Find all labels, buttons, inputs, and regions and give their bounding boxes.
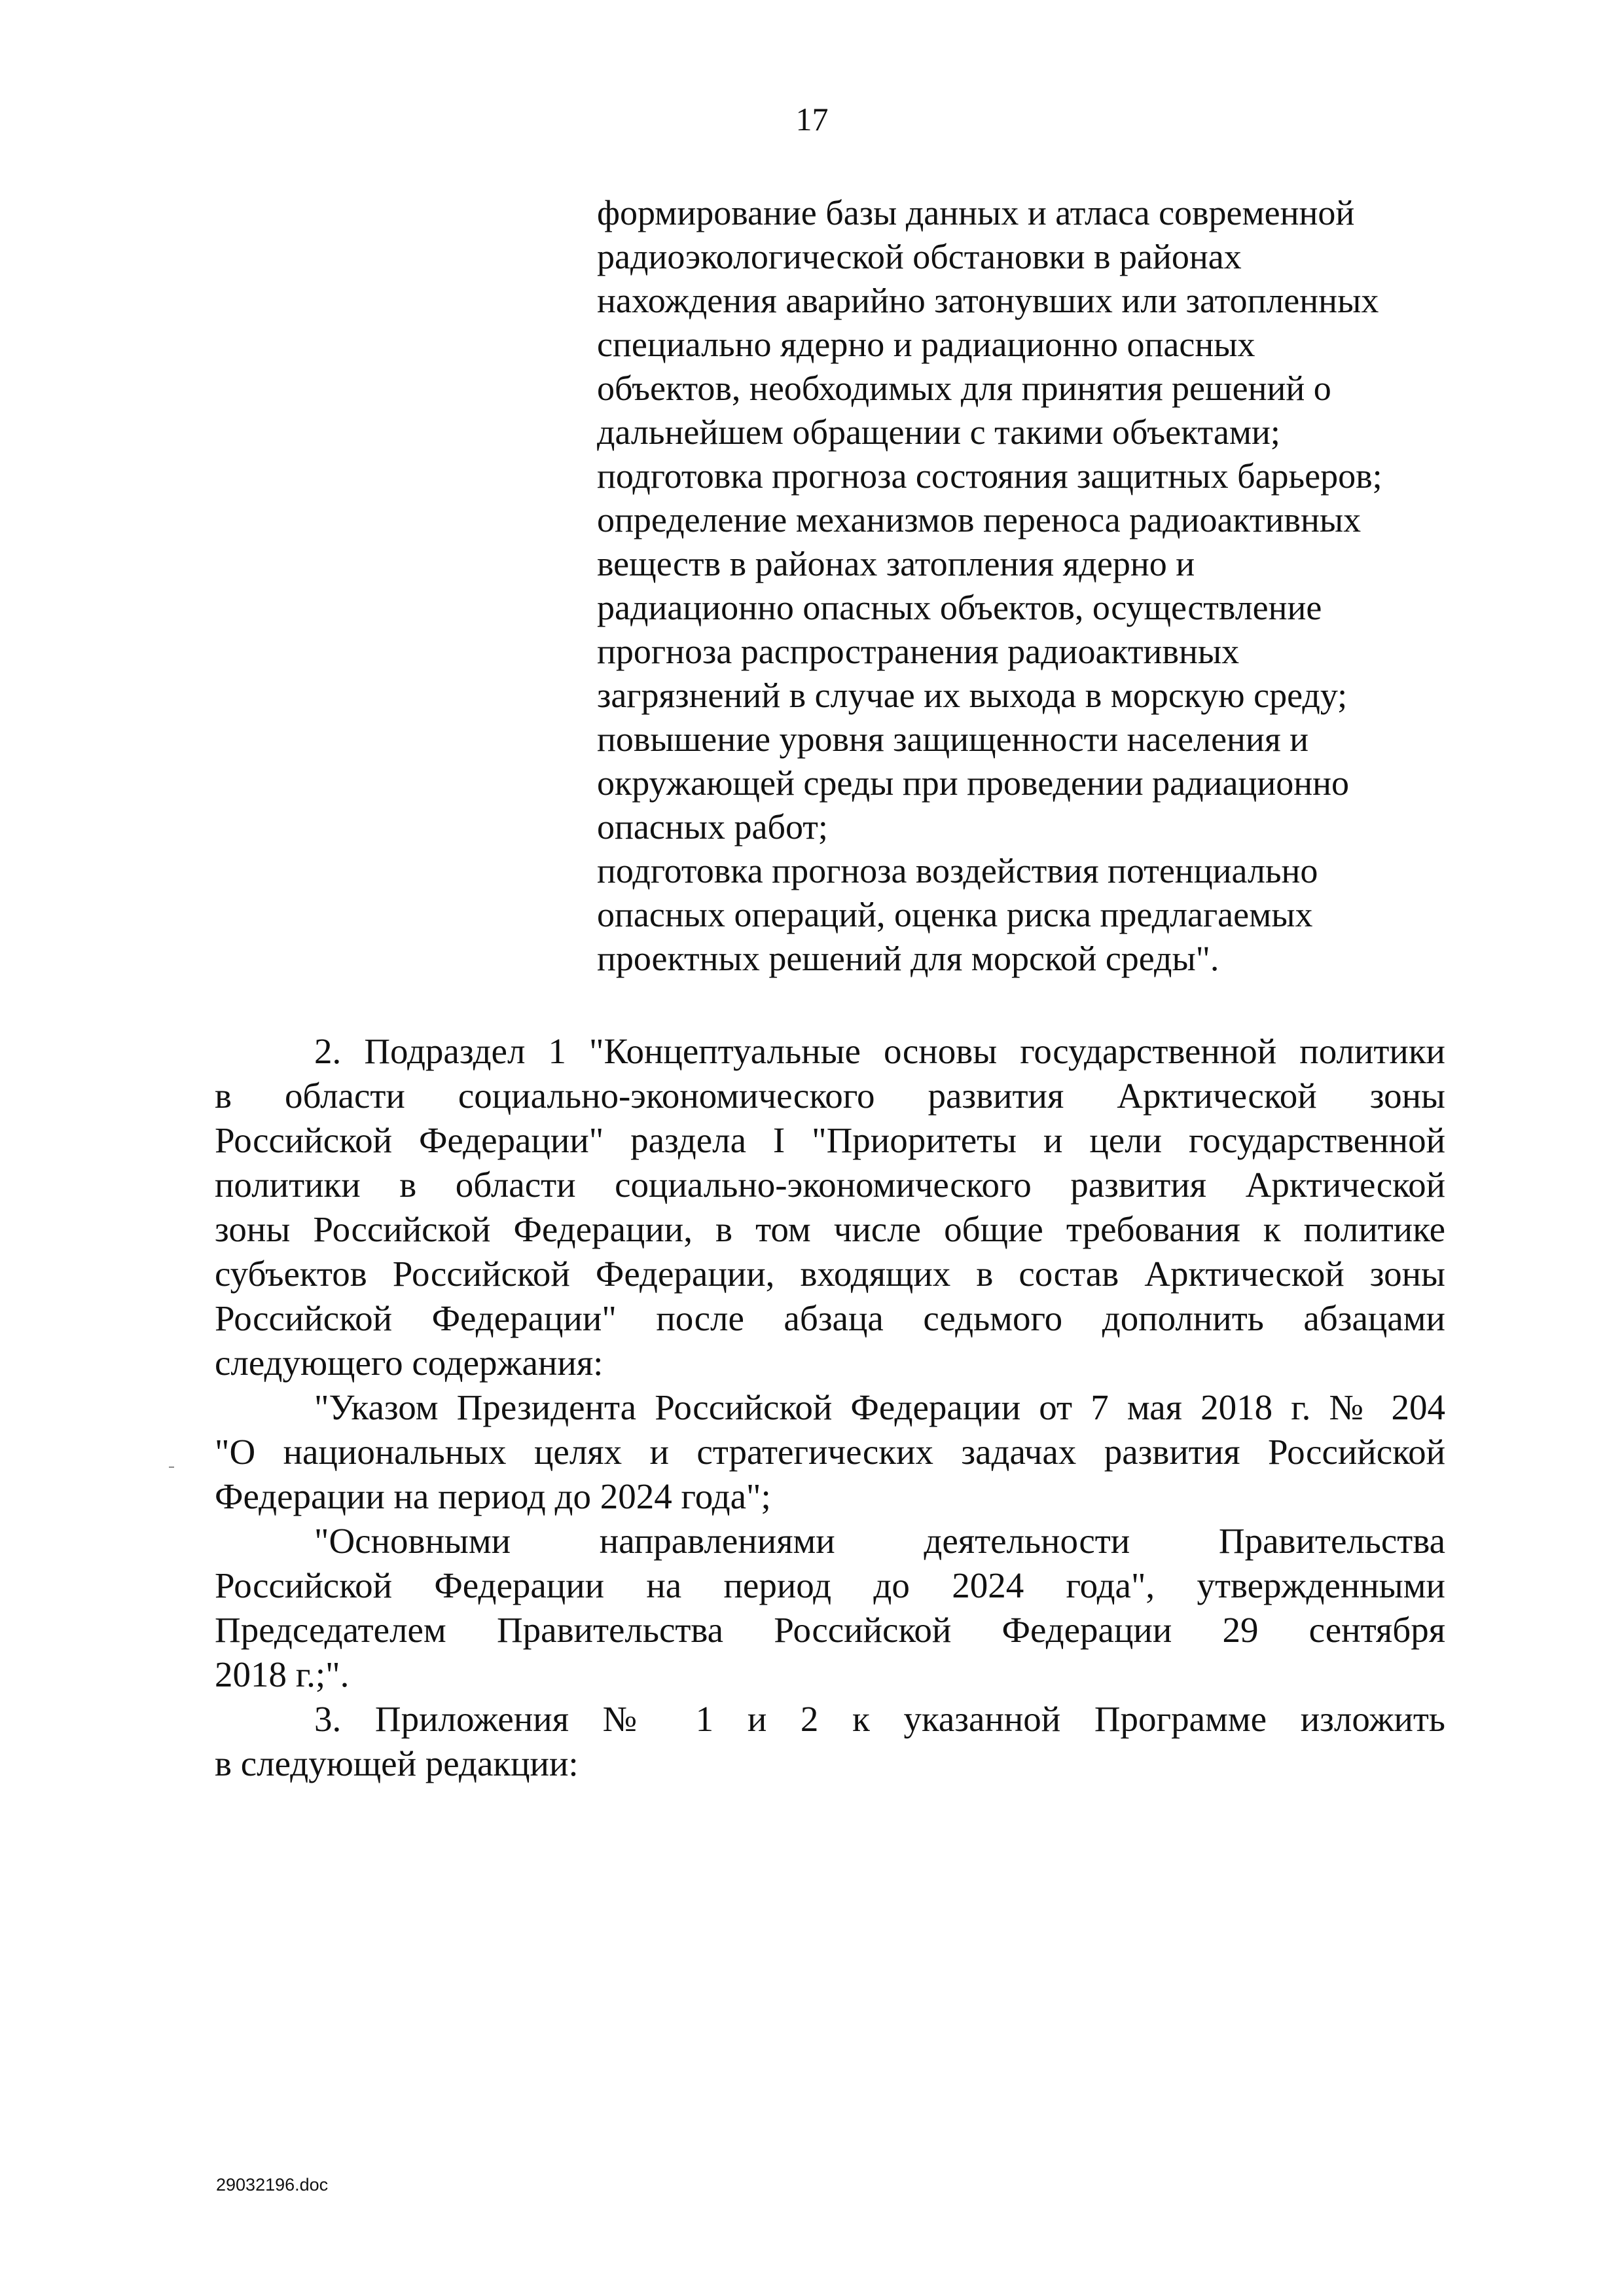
table-cell-line: формирование базы данных и атласа современной — [597, 193, 1355, 232]
paragraph-quote-guidelines — [215, 1519, 1445, 1697]
table-cell-line: подготовка прогноза воздействия потенциально — [597, 851, 1318, 890]
table-cell-line: опасных работ; — [597, 807, 828, 847]
paragraph-line: зоны Российской Федерации, в том числе общие требования к политике — [215, 1209, 1445, 1249]
table-cell-line: дальнейшем обращении с такими объектами; — [597, 412, 1280, 452]
table-cell-line: проектных решений для морской среды". — [597, 939, 1219, 978]
paragraph-line: следующего содержания: — [215, 1343, 604, 1383]
table-cell-line: загрязнений в случае их выхода в морскую среду; — [597, 676, 1348, 715]
paragraph-line: Федерации на период до 2024 года"; — [215, 1476, 771, 1516]
paragraph-quote-decree — [215, 1385, 1445, 1519]
paragraph-line: "Основными направлениями деятельности Правительства — [314, 1521, 1445, 1561]
page-number: 17 — [795, 101, 829, 137]
table-cell-line: определение механизмов переноса радиоактивных — [597, 500, 1362, 539]
paragraph-line: "Указом Президента Российской Федерации от 7 мая 2018 г. № 204 — [314, 1387, 1445, 1427]
paragraph-line: в следующей редакции: — [215, 1743, 579, 1783]
paragraph-item-3 — [215, 1697, 1445, 1786]
main-body-text — [215, 1029, 1445, 1786]
table-cell-line: прогноза распространения радиоактивных — [597, 632, 1240, 671]
paragraph-line: 2. Подраздел 1 "Концептуальные основы государственной политики — [314, 1031, 1445, 1071]
paragraph-line: 3. Приложения № 1 и 2 к указанной Программе изложить — [314, 1699, 1445, 1739]
paragraph-line: Председателем Правительства Российской Федерации 29 сентября — [215, 1610, 1445, 1650]
table-cell-line: опасных операций, оценка риска предлагаемых — [597, 895, 1313, 934]
paragraph-line: Российской Федерации" раздела I "Приоритеты и цели государственной — [215, 1120, 1445, 1160]
table-cell-text — [597, 191, 1513, 981]
margin-mark — [169, 1467, 174, 1468]
table-cell-line: радиационно опасных объектов, осуществление — [597, 588, 1322, 627]
document-file-id: 29032196.doc — [216, 2175, 329, 2195]
table-cell-line: специально ядерно и радиационно опасных — [597, 325, 1255, 364]
table-cell-line: повышение уровня защищенности населения и — [597, 720, 1309, 759]
paragraph-line: политики в области социально-экономического развития Арктической — [215, 1165, 1445, 1205]
paragraph-line: "О национальных целях и стратегических задачах развития Российской — [215, 1432, 1445, 1472]
table-cell-line: веществ в районах затопления ядерно и — [597, 544, 1195, 583]
table-cell-line: объектов, необходимых для принятия решений о — [597, 369, 1331, 408]
table-cell-line: нахождения аварийно затонувших или затопленных — [597, 281, 1379, 320]
paragraph-line: в области социально-экономического развития Арктической зоны — [215, 1076, 1445, 1116]
paragraph-line: субъектов Российской Федерации, входящих в состав Арктической зоны — [215, 1254, 1445, 1294]
paragraph-line: Российской Федерации" после абзаца седьмого дополнить абзацами — [215, 1298, 1445, 1338]
table-cell-line: подготовка прогноза состояния защитных барьеров; — [597, 456, 1382, 496]
table-cell-line: радиоэкологической обстановки в районах — [597, 237, 1242, 276]
paragraph-line: 2018 г.;". — [215, 1654, 350, 1694]
paragraph-item-2 — [215, 1029, 1445, 1385]
table-cell-line: окружающей среды при проведении радиационно — [597, 763, 1350, 803]
paragraph-line: Российской Федерации на период до 2024 года", утвержденными — [215, 1565, 1445, 1605]
